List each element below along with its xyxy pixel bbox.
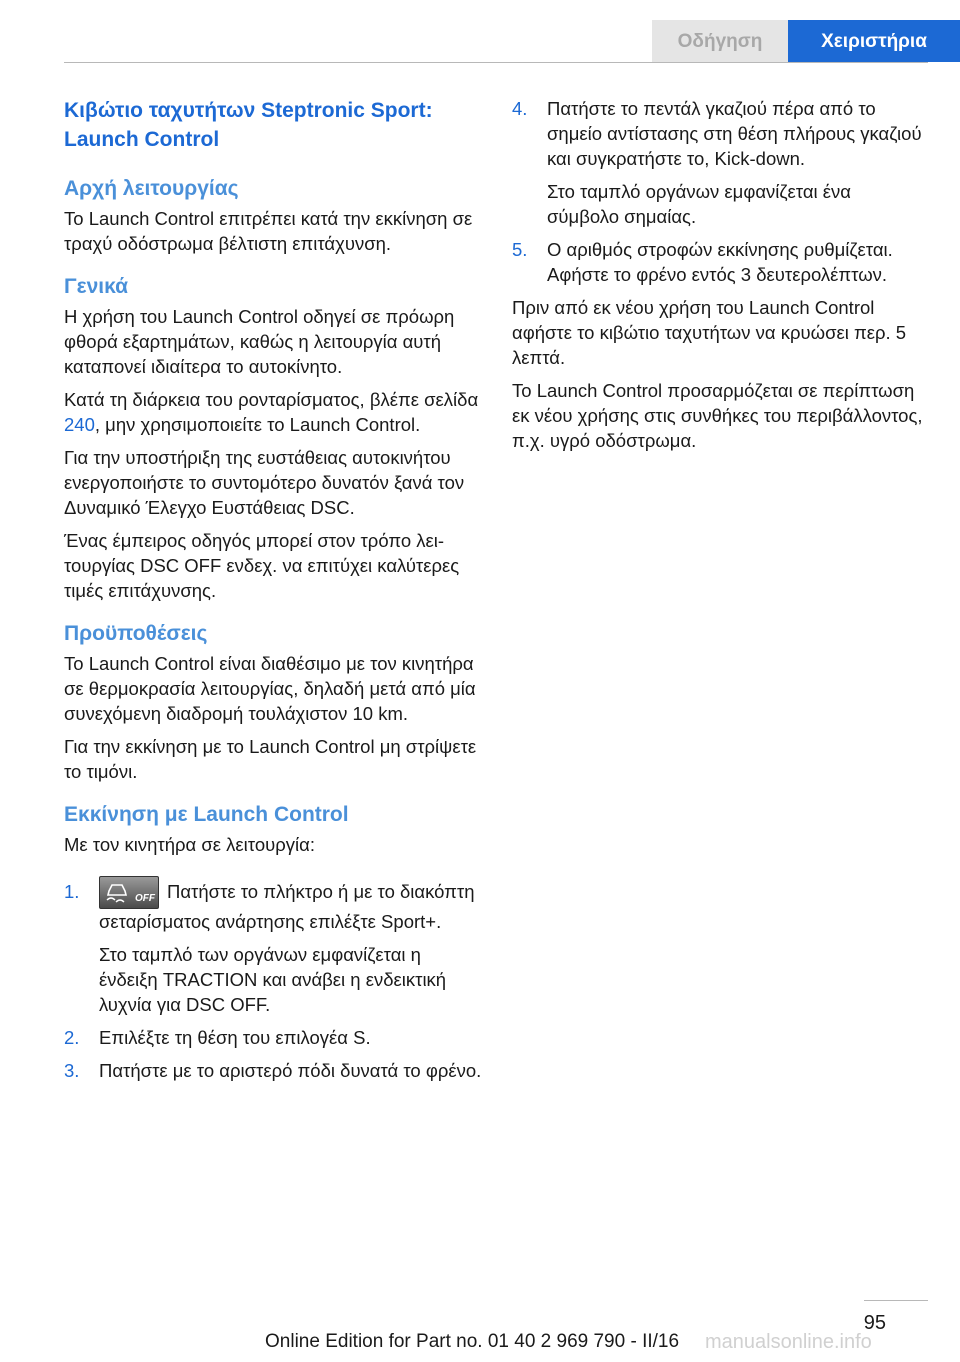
dsc-off-label: OFF [135,893,155,904]
list-subtext: Στο ταμπλό των οργάνων εμφανίζεται η ένδειξη TRACTION και ανάβει η ενδεικτική λυχνία για DSC OFF. [99,944,447,1015]
list-body [99,1058,482,1083]
left-column [64,96,482,1091]
list-text [99,879,482,934]
header-tabs [652,20,960,62]
text: Πατήστε το πλήκτρο ή με το διακόπτη σεταρίσματος ανάρτησης επιλέξτε Sport+. [99,881,475,932]
list-item [64,1058,482,1083]
list-number: 5. [512,239,528,260]
list-body [547,96,928,229]
list-text: Ο αριθμός στροφών εκκίνησης ρυθμίζεται. Αφήστε το φρένο εντός 3 δευτερολέπτων. [547,239,893,285]
page-number: 95 [863,1312,886,1334]
text: Κατά τη διάρκεια του ρονταρίσματος, βλέπε σελίδα [64,389,479,410]
list-body [547,237,928,287]
list-text: Πατήστε το πεντάλ γκαζιού πέρα από το σημείο αντίστασης στη θέση πλήρους γκαζιού και συγκρατήστε το, Kick-down. [547,98,922,169]
heading-general: Γενικά [64,275,129,298]
list-body [99,1025,482,1050]
section-title: Κιβώτιο ταχυτήτων Steptronic Sport: Launch Control [64,99,433,151]
tab-controls[interactable]: Χειριστήρια [788,20,960,62]
paragraph: Πριν από εκ νέου χρήση του Launch Control αφήστε το κιβώτιο ταχυτήτων να κρυώσει περ. 5 λεπτά. [512,297,907,368]
paragraph: Το Launch Control είναι διαθέσιμο με τον κινητήρα σε θερμοκρασία λειτουργίας, δηλαδή μετά από μία συνεχόμενη διαδρομή τουλάχιστον 10 km. [64,653,476,724]
edition-footer: Online Edition for Part no. 01 40 2 969 790 - II/16 [265,1331,680,1352]
list-number: 2. [64,1027,80,1048]
list-text: Πατήστε με το αριστερό πόδι δυνατά το φρένο. [99,1060,482,1081]
footer-divider [864,1300,928,1301]
paragraph: Για την εκκίνηση με το Launch Control μη στρίψετε το τιμόνι. [64,736,477,782]
heading-requirements: Προϋποθέσεις [64,622,208,645]
paragraph: Η χρήση του Launch Control οδηγεί σε πρόωρη φθορά εξαρτημάτων, καθώς η λειτουργία αυτή καταπονεί ιδιαίτερα το αυτοκίνητο. [64,306,455,377]
list-item [512,96,928,229]
list-item [64,1025,482,1050]
list-number: 3. [64,1060,80,1081]
paragraph: Το Launch Control προσαρμόζεται σε περίπτωση εκ νέου χρήσης στις συνθήκες του περιβάλλοντος, π.χ. υγρό οδόστρωμα. [512,380,923,451]
paragraph-with-link [64,387,482,437]
list-body [99,879,482,1017]
list-item [512,237,928,287]
heading-start: Εκκίνηση με Launch Control [64,803,349,826]
paragraph: Με τον κινητήρα σε λειτουργία: [64,834,315,855]
text: , μην χρησιμοποιείτε το Launch Control. [94,414,421,435]
section-principle [64,176,482,256]
paragraph: Ένας έμπειρος οδηγός μπορεί στον τρόπο λειτουργίας DSC OFF ενδεχ. να επιτύχει καλύτερες τιμές επιτάχυνσης. [64,530,460,601]
list-text: Επιλέξτε τη θέση του επιλογέα S. [99,1027,371,1048]
list-subtext: Στο ταμπλό οργάνων εμφανίζεται ένα σύμβολο σημαίας. [547,181,851,227]
section-requirements [64,621,482,784]
right-column [512,96,928,461]
list-item [64,879,482,1017]
tab-driving[interactable]: Οδήγηση [652,20,788,62]
paragraph: Το Launch Control επιτρέπει κατά την εκκίνηση σε τραχύ οδόστρωμα βέλτιστη επιτάχυνση. [64,208,473,254]
car-skid-icon [104,881,130,905]
dsc-off-button-icon [99,876,159,909]
list-number: 1. [64,881,80,902]
paragraph: Για την υποστήριξη της ευστάθειας αυτοκινήτου ενεργοποιήστε το συντομότερο δυνατόν ξανά τον Δυναμικό Έλεγχο Ευστάθειας DSC. [64,447,465,518]
page-link[interactable]: 240 [64,414,95,435]
section-general [64,274,482,603]
list-number: 4. [512,98,528,119]
watermark: manualsonline.info [705,1331,872,1353]
heading-principle: Αρχή λειτουργίας [64,177,239,200]
header-divider [64,62,928,63]
section-start [64,802,482,1083]
